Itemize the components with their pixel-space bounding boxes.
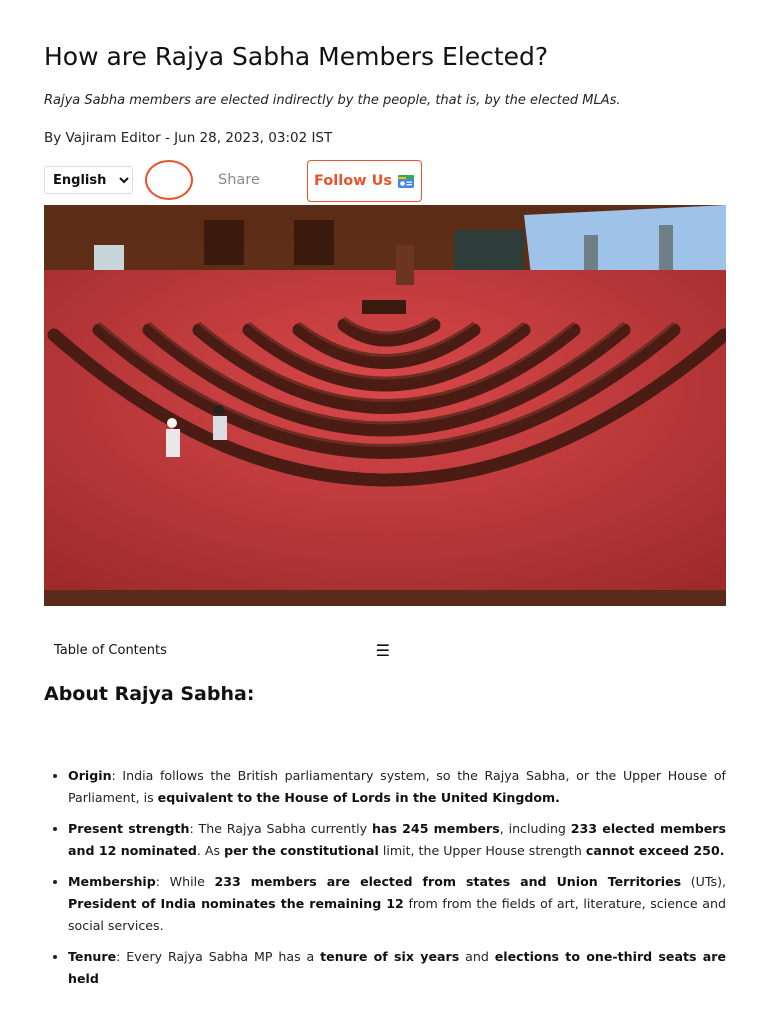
list-item-text: President of India nominates the remaining 12 [68,896,404,911]
share-label[interactable]: Share [218,172,260,188]
follow-us-button[interactable] [307,160,422,202]
hero-image [44,205,726,606]
list-item [68,871,726,937]
list-item-text: , including [499,821,571,836]
fact-list [44,765,726,999]
list-item-text: from from the fields of art, literature, science and social services. [68,896,726,933]
list-item-text: . As [196,843,225,858]
rajya-sabha-chamber-illustration [44,205,726,606]
list-item-text: elections to one-third seats are held [68,949,727,986]
follow-us-label: Follow Us [313,173,393,189]
list-item-text: has 245 members [371,821,500,836]
list-item-term: Membership [68,874,156,889]
list-item-text: limit, the Upper House strength [378,843,586,858]
list-item [68,765,726,809]
list-item [68,946,726,990]
list-item-text: equivalent to the House of Lords in the United Kingdom. [157,790,560,805]
list-item-text: per the constitutional [224,843,379,858]
list-item-text: : India follows the British parliamentary system, so the Rajya Sabha, or the Upper House of Parliament, is [68,768,726,805]
list-item-text: 233 elected members and 12 nominated [68,821,726,858]
hamburger-menu-icon[interactable]: ☰ [375,640,390,660]
language-select[interactable] [44,166,133,194]
list-item-text: : The Rajya Sabha currently [189,821,372,836]
table-of-contents-toggle[interactable] [44,630,394,670]
list-item-text: (UTs), [681,874,726,889]
share-icon-button[interactable] [145,160,193,200]
list-item-term: Tenure [68,949,117,964]
google-news-icon [397,174,415,189]
list-item-text: cannot exceed 250. [585,843,725,858]
list-item-text: tenure of six years [320,949,460,964]
list-item-text: : Every Rajya Sabha MP has a [116,949,321,964]
toc-label: Table of Contents [54,642,167,658]
list-item-text: and [459,949,495,964]
list-item-text: 233 members are elected from states and Union Territories [214,874,682,889]
section-heading: About Rajya Sabha: [44,683,255,705]
list-item [68,818,726,862]
list-item-text: : While [155,874,215,889]
article-subtitle: Rajya Sabha members are elected indirectly by the people, that is, by the elected MLAs. [44,93,621,108]
article-byline: By Vajiram Editor - Jun 28, 2023, 03:02 IST [44,130,333,146]
list-item-term: Origin [68,768,112,783]
list-item-term: Present strength [68,821,190,836]
page-title: How are Rajya Sabha Members Elected? [44,42,549,71]
